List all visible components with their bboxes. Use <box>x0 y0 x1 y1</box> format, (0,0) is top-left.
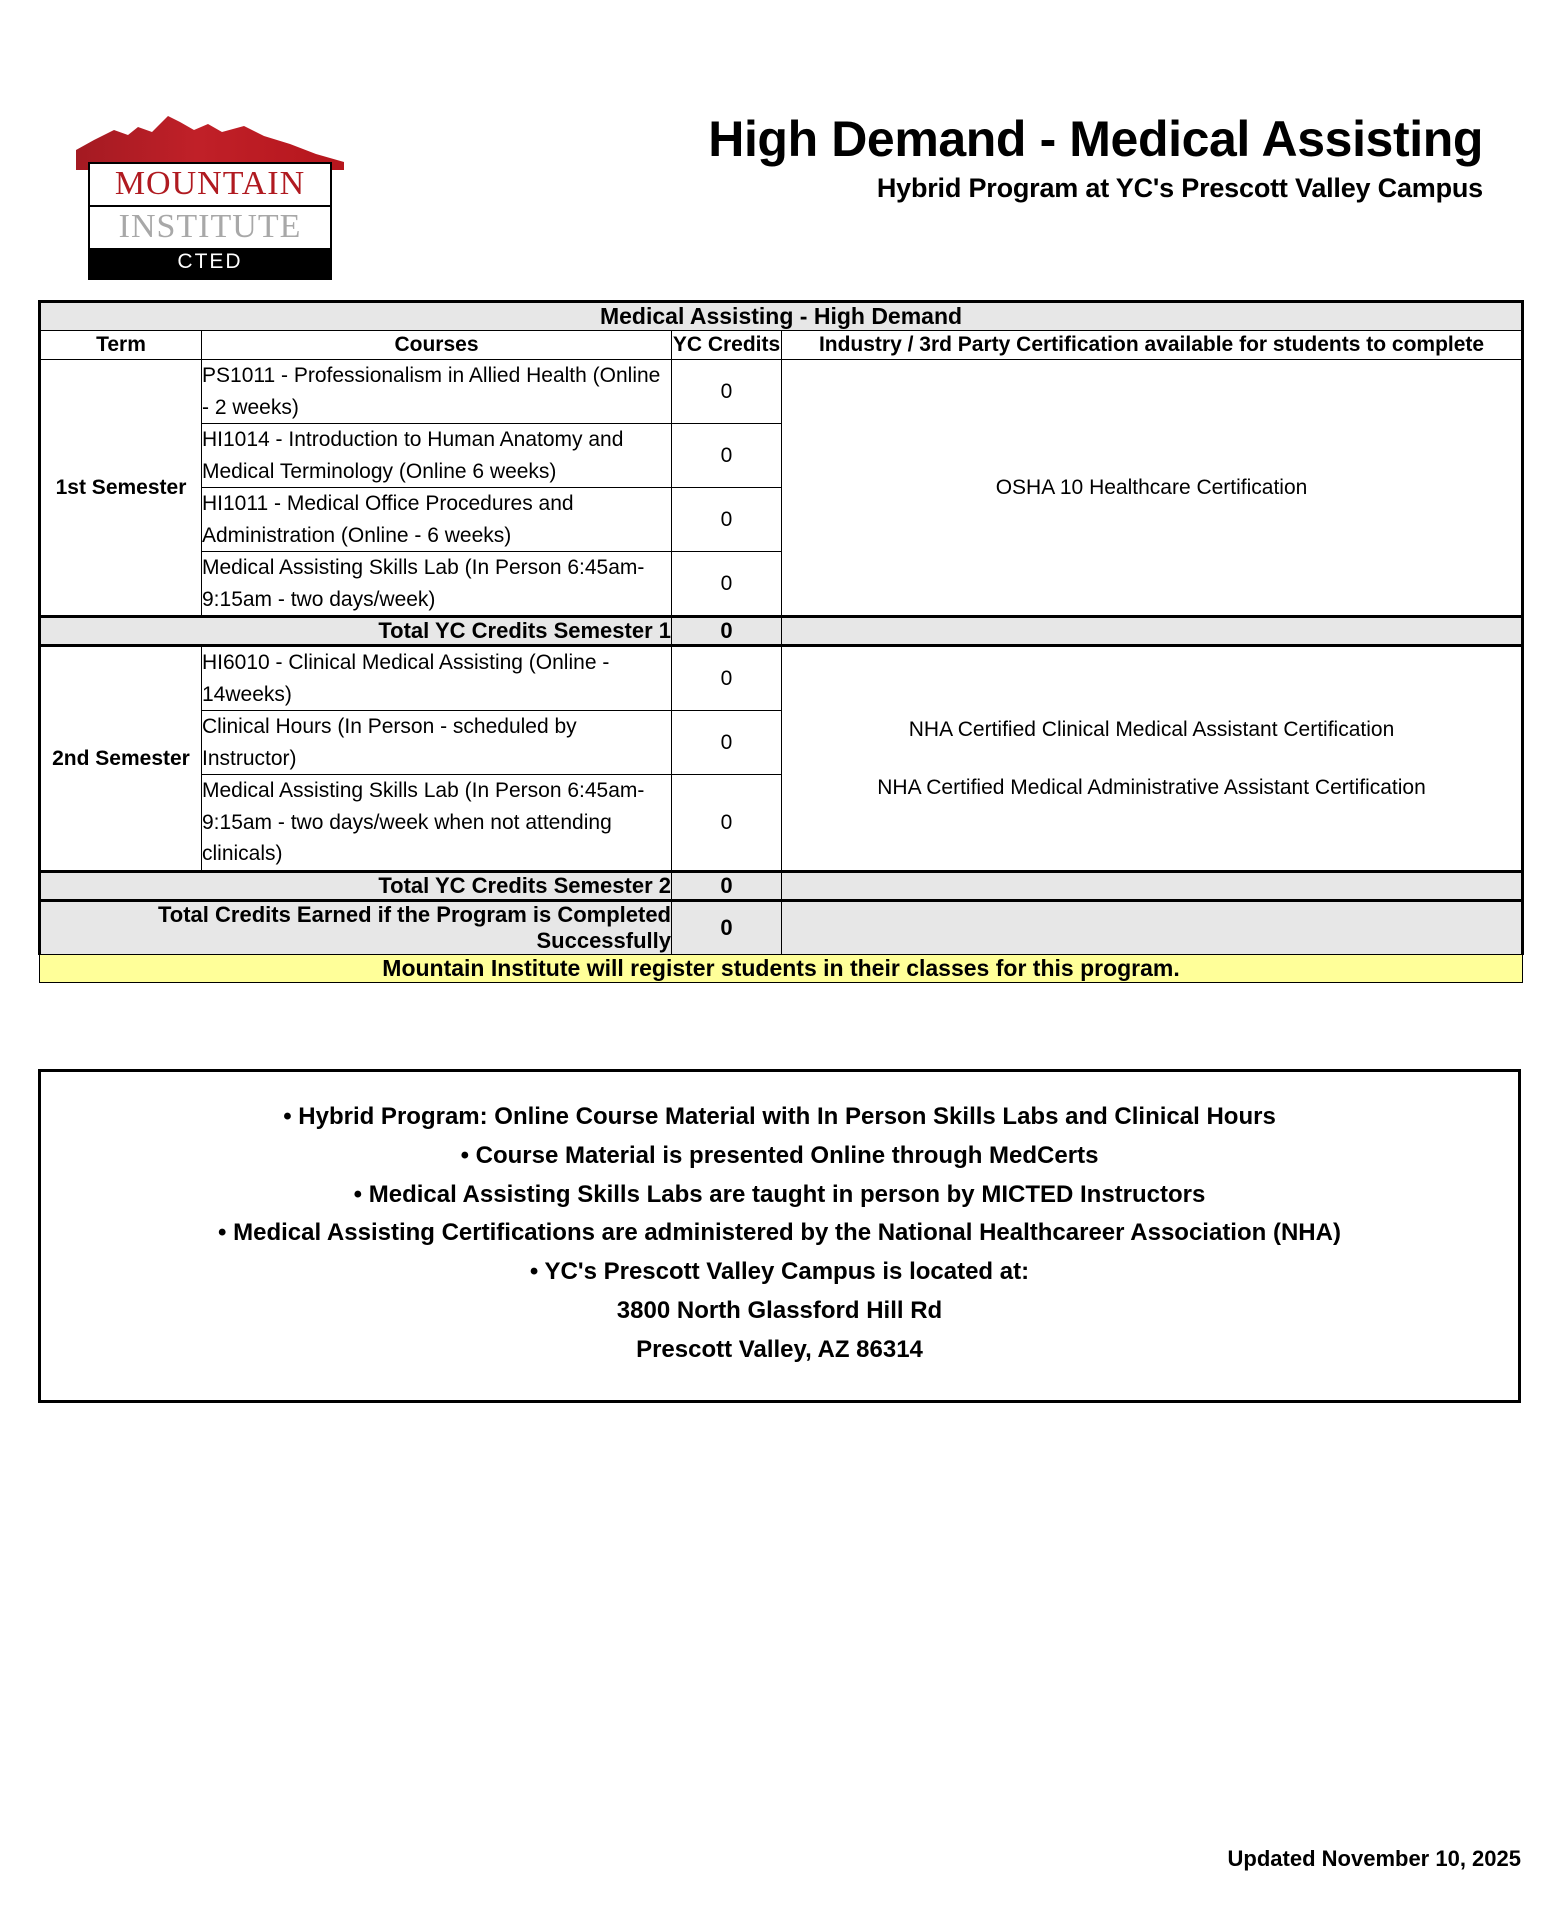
term-label-semester-1: 1st Semester <box>40 360 202 617</box>
course-name: HI1014 - Introduction to Human Anatomy and Medical Terminology (Online 6 weeks) <box>202 424 672 488</box>
grand-total-spacer <box>782 900 1523 954</box>
course-credits: 0 <box>672 775 782 872</box>
info-line: • Medical Assisting Certifications are administered by the National Healthcareer Association (NHA) <box>218 1219 1341 1247</box>
total-row-semester-1 <box>40 617 1523 646</box>
updated-date: Updated November 10, 2025 <box>1227 1846 1521 1871</box>
logo-word-institute: INSTITUTE <box>118 208 302 245</box>
total-spacer-semester-1 <box>782 617 1523 646</box>
total-label-semester-2: Total YC Credits Semester 2 <box>40 871 672 900</box>
course-name: PS1011 - Professionalism in Allied Health (Online - 2 weeks) <box>202 360 672 424</box>
highlight-note-text: Mountain Institute will register students in their classes for this program. <box>40 954 1523 982</box>
grand-total-row <box>40 900 1523 954</box>
title-group <box>503 112 1483 204</box>
total-value-semester-2: 0 <box>672 871 782 900</box>
course-name: HI6010 - Clinical Medical Assisting (Online - 14weeks) <box>202 646 672 711</box>
document-header <box>38 0 1521 273</box>
mountain-institute-cted-logo <box>76 110 344 273</box>
table-banner-title: Medical Assisting - High Demand <box>40 302 1523 331</box>
column-header-credits: YC Credits <box>672 331 782 360</box>
course-name: Medical Assisting Skills Lab (In Person 6:45am-9:15am - two days/week) <box>202 552 672 617</box>
campus-address-street: 3800 North Glassford Hill Rd <box>616 1297 943 1325</box>
campus-address-city: Prescott Valley, AZ 86314 <box>636 1336 923 1364</box>
column-header-certification: Industry / 3rd Party Certification available for students to complete <box>782 331 1523 360</box>
course-credits: 0 <box>672 646 782 711</box>
certification-line-2: NHA Certified Medical Administrative Assistant Certification <box>877 775 1426 799</box>
total-label-semester-1: Total YC Credits Semester 1 <box>40 617 672 646</box>
course-credits: 0 <box>672 424 782 488</box>
course-credits: 0 <box>672 552 782 617</box>
page-title: High Demand - Medical Assisting <box>708 111 1483 167</box>
page-subtitle: Hybrid Program at YC's Prescott Valley Campus <box>876 173 1483 203</box>
course-credits: 0 <box>672 360 782 424</box>
info-line: • Medical Assisting Skills Labs are taught in person by MICTED Instructors <box>353 1180 1206 1208</box>
grand-total-value: 0 <box>672 900 782 954</box>
course-name: Clinical Hours (In Person - scheduled by Instructor) <box>202 711 672 775</box>
logo-text-block <box>88 162 332 280</box>
course-credits: 0 <box>672 488 782 552</box>
table-row <box>40 360 1523 424</box>
logo-word-cted: CTED <box>90 248 330 278</box>
table-banner-row <box>40 302 1523 331</box>
program-info-box <box>38 1069 1521 1403</box>
info-line: • YC's Prescott Valley Campus is located at: <box>529 1258 1030 1286</box>
highlight-note-row <box>40 954 1523 982</box>
info-line: • Hybrid Program: Online Course Material with In Person Skills Labs and Clinical Hours <box>283 1102 1276 1130</box>
certification-line-1: NHA Certified Clinical Medical Assistant Certification <box>908 718 1395 742</box>
total-spacer-semester-2 <box>782 871 1523 900</box>
certification-semester-2 <box>782 646 1523 872</box>
total-row-semester-2 <box>40 871 1523 900</box>
table-column-header-row <box>40 331 1523 360</box>
column-header-term: Term <box>40 331 202 360</box>
mountain-silhouette-icon <box>76 110 344 170</box>
term-label-semester-2: 2nd Semester <box>40 646 202 872</box>
course-credits: 0 <box>672 711 782 775</box>
total-value-semester-1: 0 <box>672 617 782 646</box>
program-table <box>38 300 1524 983</box>
certification-semester-1: OSHA 10 Healthcare Certification <box>782 360 1523 617</box>
info-line: • Course Material is presented Online through MedCerts <box>460 1141 1099 1169</box>
course-name: Medical Assisting Skills Lab (In Person 6:45am-9:15am - two days/week when not attending clinicals) <box>202 775 672 872</box>
logo-word-mountain: MOUNTAIN <box>90 164 330 207</box>
column-header-courses: Courses <box>202 331 672 360</box>
table-row <box>40 646 1523 711</box>
course-name: HI1011 - Medical Office Procedures and Administration (Online - 6 weeks) <box>202 488 672 552</box>
grand-total-label: Total Credits Earned if the Program is Completed Successfully <box>40 900 672 954</box>
